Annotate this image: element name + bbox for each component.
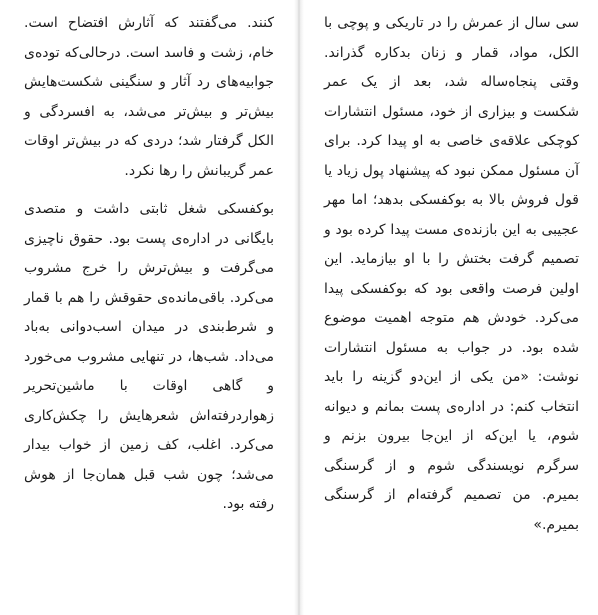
right-page (304, 0, 598, 615)
book-gutter (294, 0, 304, 615)
right-page-paragraph: سی سال از عمرش را در تاریکی و پوچی با الکل، مواد، قمار و زنان بدکاره گذراند. وقتی پنجاه‌ساله شد، بعد از یک عمر شکست و بیزاری از خود، مسئول انتشارات کوچکی علاقه‌ی خاصی به او پیدا کرد. برای آن مسئول ممکن نبود که پیشنهاد پول زیاد یا قول فروش بالا به بوکفسکی بدهد؛ اما مهر عجیبی به این بازنده‌ی مست پیدا کرده بود و تصمیم گرفت بختش را با او بیازماید. این اولین فرصت واقعی بود که بوکفسکی پیدا می‌کرد. خودش هم متوجه اهمیت موضوع شده بود. در جواب به مسئول انتشارات نوشت: «من یکی از این‌دو گزینه را باید انتخاب کنم: در اداره‌ی پست بمانم و دیوانه شوم، یا این‌که از این‌جا بیرون بزنم و سرگرم نویسندگی شوم و از گرسنگی بمیرم. من تصمیم گرفته‌ام از گرسنگی بمیرم.» (324, 15, 579, 533)
left-page-paragraph-2: بوکفسکی شغل ثابتی داشت و متصدی بایگانی در اداره‌ی پست بود. حقوق ناچیزی می‌گرفت و بیش‌ترش را خرج مشروب می‌کرد. باقی‌مانده‌ی حقوقش را هم با قمار و شرط‌بندی در میدان اسب‌دوانی به‌باد می‌داد. شب‌ها، در تنهایی مشروب می‌خورد و گاهی اوقات با ماشین‌تحریر زهواردرفته‌اش شعرهایش را چکش‌کاری می‌کرد. اغلب، کف زمین از خواب بیدار می‌شد؛ چون شب قبل همان‌جا از هوش رفته بود. (24, 201, 274, 512)
left-page (0, 0, 294, 615)
left-page-paragraph-1: کنند. می‌گفتند که آثارش افتضاح است. خام، زشت و فاسد است. درحالی‌که توده‌ی جوابیه‌های رد آثار و سنگینی شکست‌هایش بیش‌تر و بیش‌تر می‌شد، به افسردگی و الکل گرفتار شد؛ دردی که در بیش‌تر اوقات عمر گریبانش را رها نکرد. (24, 15, 274, 179)
